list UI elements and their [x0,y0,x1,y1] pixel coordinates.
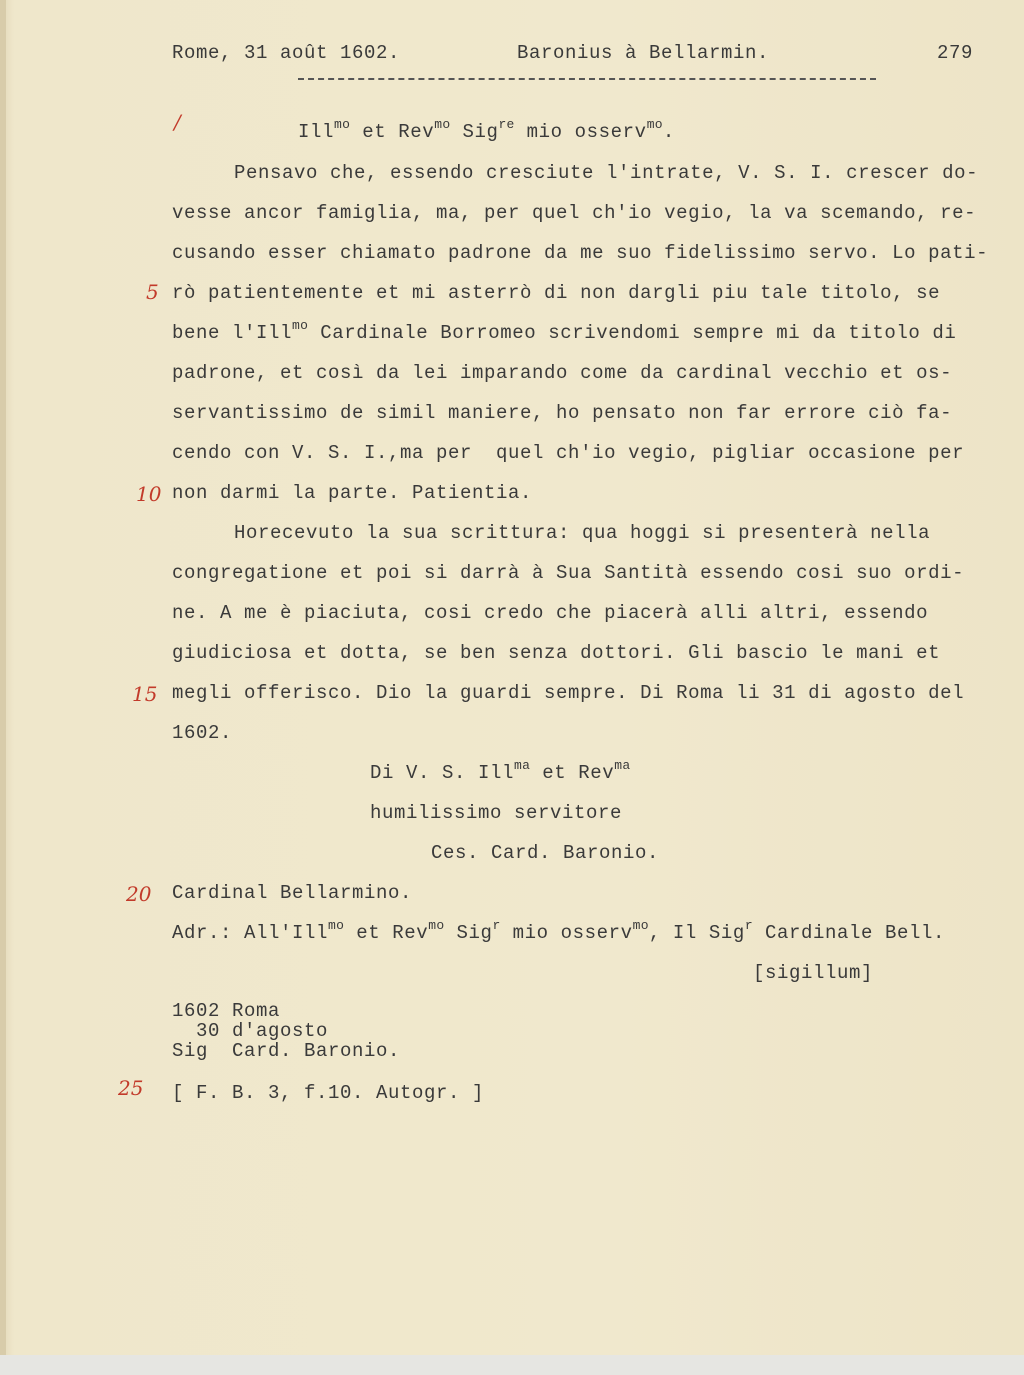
body-line-9: non darmi la parte. Patientia. [172,482,533,504]
seal-note: [sigillum] [753,962,874,984]
header-title: Baronius à Bellarmin. [517,42,770,64]
docket-line-2: 30 d'agosto [172,1020,329,1042]
body-line-15: 1602. [172,722,233,744]
body-line-6: padrone, et così da lei imparando come da cardinal vecchio et os- [172,362,953,384]
body-line-13: giudiciosa et dotta, se ben senza dottori. Gli bascio le mani et [172,642,941,664]
margin-mark-25: 25 [118,1076,144,1100]
address-line: Adr.: All'Ill$^{mo}$ et Rev$^{mo}$ Sig$^r$ mio osserv$^{mo}$, Il Sig$^r$ Cardinale Bell. [172,918,945,944]
margin-mark-15: 15 [132,682,158,706]
salutation: Ill$^{mo}$ et Rev$^{mo}$ Sig$^{re}$ mio osserv$^{mo}$. [298,117,675,143]
addressee: Cardinal Bellarmino. [172,882,413,904]
closing-line-1: Di V. S. Ill$^{ma}$ et Rev$^{ma}$ [370,758,631,784]
closing-signature: Ces. Card. Baronio. [431,842,660,864]
docket-line-1: 1602 Roma [172,1000,281,1022]
body-line-7: servantissimo de simil maniere, ho pensato non far errore ciò fa- [172,402,953,424]
paper-bottom-edge [0,1355,1024,1375]
body-line-1: Pensavo che, essendo cresciute l'intrate, V. S. I. crescer do- [234,162,979,184]
margin-mark-20: 20 [126,882,152,906]
body-line-10: Horecevuto la sua scrittura: qua hoggi si presenterà nella [234,522,931,544]
archive-reference: [ F. B. 3, f.10. Autogr. ] [172,1082,485,1104]
body-line-11: congregatione et poi si darrà à Sua Santità essendo cosi suo ordi- [172,562,965,584]
body-line-14: megli offerisco. Dio la guardi sempre. Di Roma li 31 di agosto del [172,682,965,704]
margin-mark-1: / [174,110,181,134]
closing-line-2: humilissimo servitore [370,802,623,824]
header-place-date: Rome, 31 août 1602. [172,42,401,64]
paper-left-edge [0,0,6,1375]
body-line-12: ne. A me è piaciuta, cosi credo che piacerà alli altri, essendo [172,602,929,624]
docket-line-3: Sig Card. Baronio. [172,1040,401,1062]
body-line-3: cusando esser chiamato padrone da me suo fidelissimo servo. Lo pati- [172,242,989,264]
body-line-5: bene l'Ill$^{mo}$ Cardinale Borromeo scrivendomi sempre mi da titolo di [172,318,957,344]
body-line-2: vesse ancor famiglia, ma, per quel ch'io vegio, la va scemando, re- [172,202,977,224]
margin-mark-5: 5 [146,280,159,304]
body-line-8: cendo con V. S. I.,ma per quel ch'io vegio, pigliar occasione per [172,442,965,464]
margin-mark-10: 10 [136,482,162,506]
body-line-4: rò patientemente et mi asterrò di non dargli piu tale titolo, se [172,282,941,304]
header-rule [298,78,876,80]
page-number: 279 [937,42,974,64]
